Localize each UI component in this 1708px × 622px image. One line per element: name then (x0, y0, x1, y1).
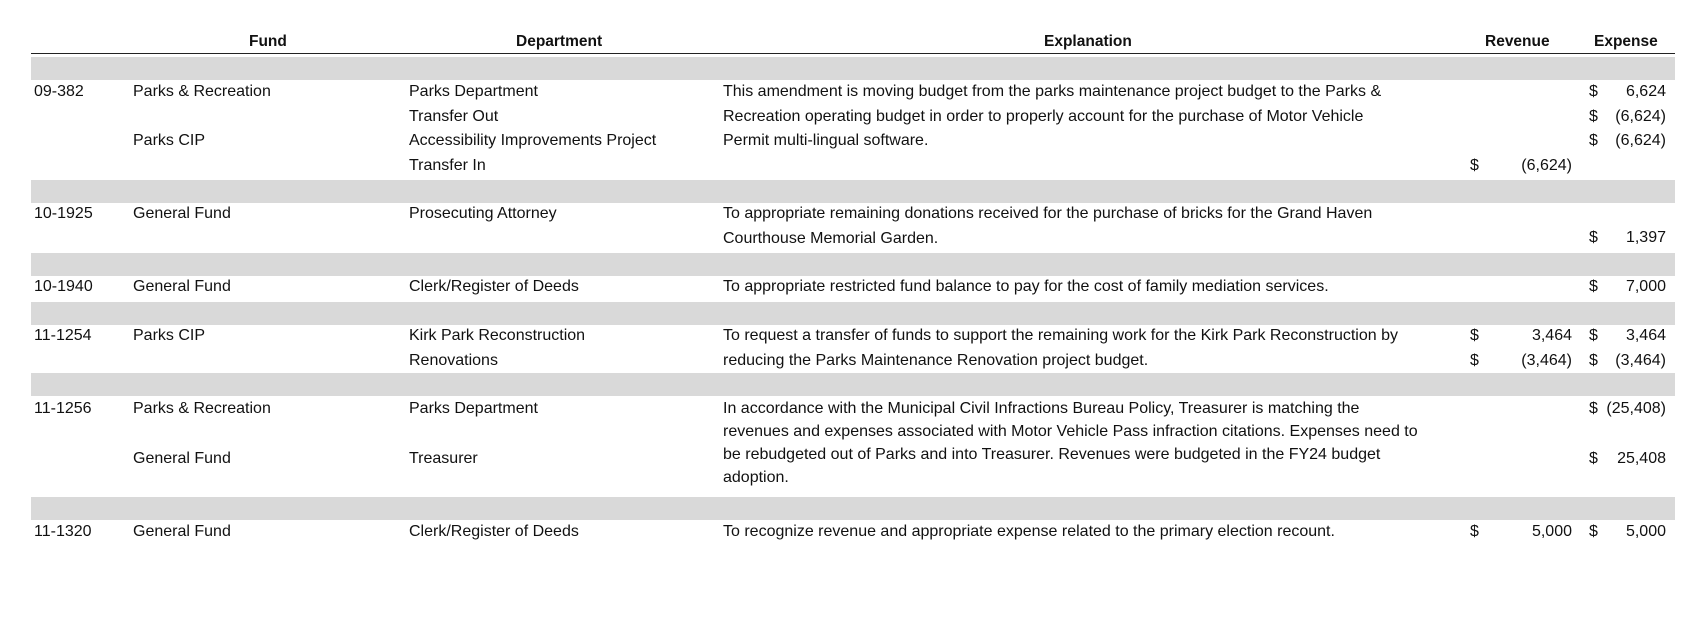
expense-amount: 5,000 (1625, 523, 1666, 540)
header-rule (31, 53, 1675, 54)
header-revenue: Revenue (1485, 33, 1550, 50)
expense-amount: 1,397 (1625, 229, 1666, 246)
fund-name: Parks CIP (133, 132, 206, 149)
fund-name: General Fund (133, 450, 231, 467)
amendment-id: 10-1940 (34, 278, 93, 295)
expense-amount: (6,624) (1615, 132, 1666, 149)
explanation-text: To recognize revenue and appropriate expense related to the primary election recount. (723, 523, 1335, 540)
row-separator-band (31, 180, 1675, 203)
department-name: Kirk Park Reconstruction (409, 327, 586, 344)
explanation-text: be rebudgeted out of Parks and into Treasurer. Revenues were budgeted in the FY24 budget (723, 446, 1381, 463)
expense-amount: (3,464) (1615, 351, 1666, 369)
fund-name: General Fund (133, 523, 231, 540)
revenue-currency-symbol: $ (1470, 156, 1479, 174)
fund-name: General Fund (133, 205, 231, 222)
expense-currency-symbol: $ (1589, 229, 1598, 246)
expense-currency-symbol: $ (1589, 327, 1598, 344)
amendment-id: 10-1925 (34, 205, 93, 222)
expense-amount: 25,408 (1617, 450, 1666, 467)
explanation-text: To appropriate remaining donations received for the purchase of bricks for the Grand Haven (723, 205, 1373, 222)
explanation-text: reducing the Parks Maintenance Renovation project budget. (723, 351, 1149, 369)
row-separator-band (31, 302, 1675, 325)
revenue-amount: (3,464) (1521, 351, 1572, 369)
department-name: Clerk/Register of Deeds (409, 523, 579, 540)
header-fund: Fund (249, 33, 287, 50)
row-separator-band (31, 373, 1675, 396)
amendment-id: 11-1256 (34, 400, 92, 417)
explanation-text: In accordance with the Municipal Civil Infractions Bureau Policy, Treasurer is matching the (723, 400, 1360, 417)
department-name: Transfer Out (409, 107, 499, 125)
expense-currency-symbol: $ (1589, 450, 1598, 467)
revenue-currency-symbol: $ (1470, 327, 1479, 344)
fund-name: Parks & Recreation (133, 400, 271, 417)
row-separator-band (31, 497, 1675, 520)
explanation-text: adoption. (723, 469, 789, 486)
fund-name: Parks & Recreation (133, 83, 271, 100)
explanation-text: To appropriate restricted fund balance to pay for the cost of family mediation services. (723, 278, 1329, 295)
revenue-amount: 3,464 (1531, 327, 1572, 344)
expense-currency-symbol: $ (1589, 278, 1598, 295)
expense-amount: (25,408) (1606, 400, 1666, 417)
department-name: Accessibility Improvements Project (409, 132, 657, 149)
expense-amount: (6,624) (1615, 107, 1666, 125)
expense-amount: 7,000 (1625, 278, 1666, 295)
explanation-text: This amendment is moving budget from the parks maintenance project budget to the Parks & (723, 83, 1382, 100)
expense-currency-symbol: $ (1589, 351, 1598, 369)
explanation-text: Permit multi-lingual software. (723, 132, 929, 149)
revenue-amount: (6,624) (1521, 156, 1572, 174)
expense-currency-symbol: $ (1589, 523, 1598, 540)
expense-currency-symbol: $ (1589, 400, 1598, 417)
header-expense: Expense (1594, 33, 1658, 50)
header-department: Department (516, 33, 603, 50)
fund-name: Parks CIP (133, 327, 206, 344)
explanation-text: Courthouse Memorial Garden. (723, 229, 939, 247)
explanation-text: revenues and expenses associated with Motor Vehicle Pass infraction citations. Expenses need to (723, 422, 1418, 440)
expense-currency-symbol: $ (1589, 83, 1598, 100)
amendment-id: 11-1254 (34, 327, 92, 344)
department-name: Clerk/Register of Deeds (409, 278, 579, 295)
row-separator-band (31, 57, 1675, 80)
department-name: Parks Department (409, 400, 538, 417)
expense-amount: 6,624 (1625, 83, 1666, 100)
expense-currency-symbol: $ (1589, 132, 1598, 149)
revenue-currency-symbol: $ (1470, 351, 1479, 369)
expense-amount: 3,464 (1625, 327, 1666, 344)
department-name: Parks Department (409, 83, 538, 100)
amendment-id: 09-382 (34, 83, 84, 100)
department-name: Prosecuting Attorney (409, 205, 557, 222)
department-name: Transfer In (409, 156, 486, 174)
expense-currency-symbol: $ (1589, 107, 1598, 125)
amendment-id: 11-1320 (34, 523, 92, 540)
fund-name: General Fund (133, 278, 231, 295)
department-name: Renovations (409, 351, 498, 369)
row-separator-band (31, 253, 1675, 276)
explanation-text: To request a transfer of funds to support the remaining work for the Kirk Park Reconstruction by (723, 327, 1398, 344)
explanation-text: Recreation operating budget in order to properly account for the purchase of Motor Vehicle (723, 107, 1364, 125)
revenue-amount: 5,000 (1531, 523, 1572, 540)
revenue-currency-symbol: $ (1470, 523, 1479, 540)
header-explanation: Explanation (1044, 33, 1132, 50)
department-name: Treasurer (409, 450, 478, 467)
